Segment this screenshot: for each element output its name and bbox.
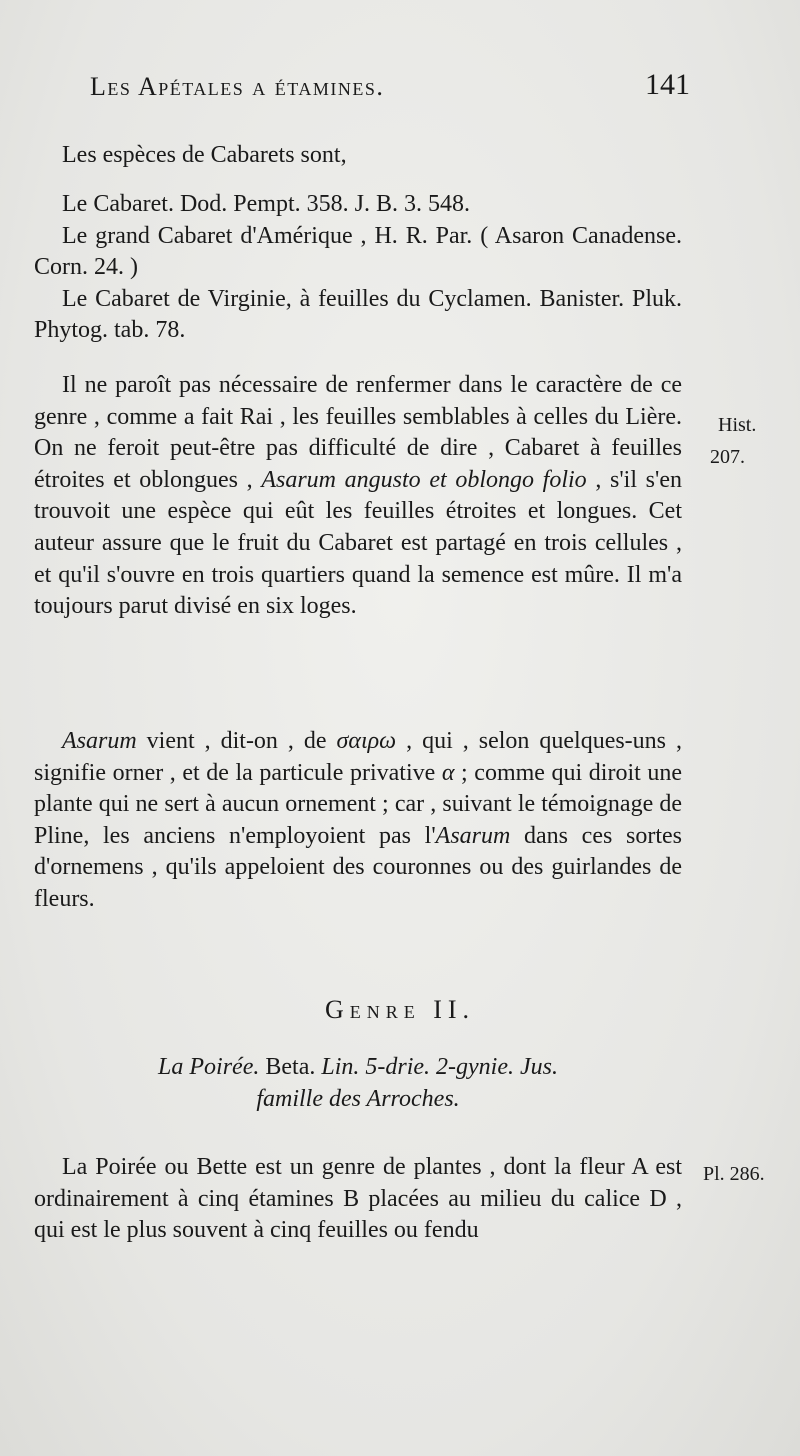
species-item-1: Le Cabaret. Dod. Pempt. 358. J. B. 3. 548. (62, 191, 470, 217)
genre-title (34, 1052, 682, 1115)
genre-family: famille des Arroches. (256, 1085, 460, 1112)
genre-linnaeus: Lin. 5-drie. 2-gynie. Jus. (321, 1054, 558, 1080)
species-intro: Les espèces de Cabarets sont, (62, 142, 347, 168)
p2-text-4: dans ces sortes d'ornemens , qu'ils appeloient des couronnes ou des guirlandes de fleurs. (34, 822, 682, 912)
species-item-3: Le Cabaret de Virginie, à feuilles du Cyclamen. Banister. Pluk. Phytog. tab. 78. (34, 285, 682, 344)
species-item-2: Le grand Cabaret d'Amérique , H. R. Par. ( Asaron Canadense. Corn. 24. ) (34, 222, 682, 281)
margin-plate: Pl. 286. (703, 1163, 765, 1185)
margin-hist-number: 207. (710, 446, 745, 468)
header-title: Les Apétales a étamines. (90, 72, 385, 101)
p2-text-3: ; comme qui diroit une plante qui ne sert à aucun ornement ; car , suivant le témoignage de Pline, les anciens n'employoient pas l' (34, 759, 683, 849)
paragraph-1 (34, 370, 682, 623)
p1-text-b: , s'il s'en trouvoit une espèce qui eût les feuilles étroites et longues. Cet auteur assure que le fruit du Cabaret est partagé en trois cellules , et qu'il s'ouvre en trois quartiers quand la semence est mûre. Il m'a toujours parut divisé en six loges. (34, 466, 682, 620)
margin-hist: Hist. (718, 414, 757, 436)
p2-alpha: α (441, 759, 455, 786)
paragraph-3 (34, 1152, 682, 1247)
genre-name: La Poirée. (158, 1054, 260, 1080)
p2-text-2: , qui , selon quelques-uns , signifie orner , et de la particule privative (34, 728, 682, 786)
p1-italic: Asarum angusto et oblongo folio (261, 466, 587, 493)
p2-greek: σαιρω (336, 728, 397, 754)
paragraph-2 (34, 726, 682, 916)
running-header (90, 68, 690, 102)
genre-heading: Genre II. (324, 995, 476, 1024)
p2-text-1: vient , dit-on , de (136, 728, 337, 754)
genre-beta: Beta. (259, 1054, 322, 1080)
p2-asarum-1: Asarum (62, 728, 137, 754)
p1-text-a: Il ne paroît pas nécessaire de renfermer dans le caractère de ce genre , comme a fait Rai , les feuilles semblables à celles du Lière. On ne feroit peut-être pas difficulté de dire , Cabaret à feuilles étroites et oblongues , (34, 372, 682, 493)
page-number: 141 (645, 68, 690, 101)
p2-asarum-2: Asarum (435, 822, 511, 849)
species-section (34, 140, 682, 347)
p3-text: La Poirée ou Bette est un genre de plantes , dont la fleur A est ordinairement à cinq étamines B placées au milieu du calice D , qui est le plus souvent à cinq feuilles ou fendu (34, 1154, 682, 1244)
